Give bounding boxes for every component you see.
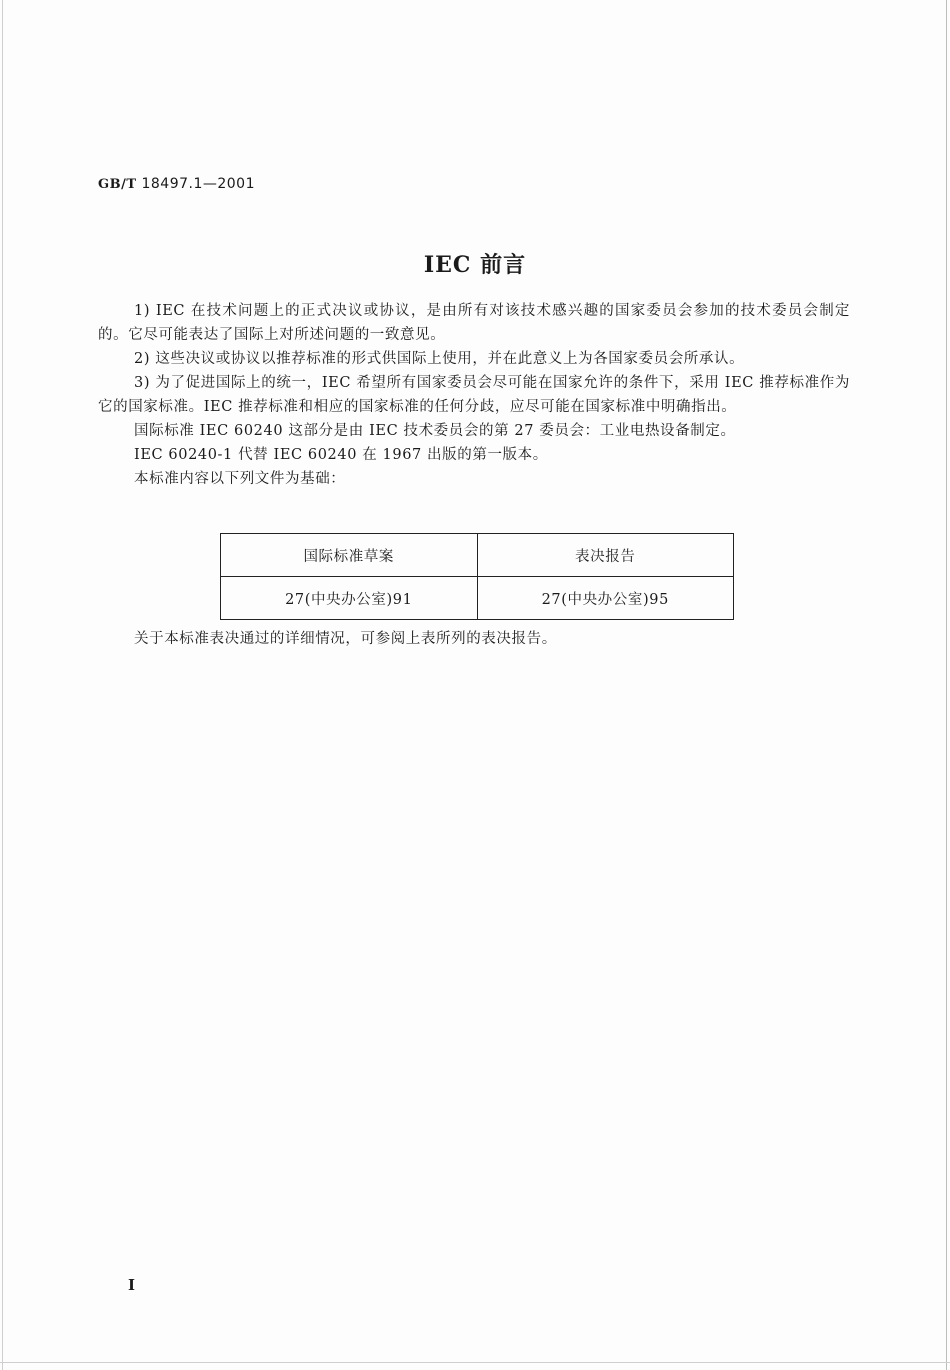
scan-edge-right [946,0,947,1370]
body-paragraphs-1 [98,299,850,491]
table-header-row [221,534,734,577]
page-title: IEC 前言 [423,252,527,278]
closing-paragraph: 关于本标准表决通过的详细情况，可参阅上表所列的表决报告。 [134,631,557,647]
table-cell-draft: 27(中央办公室)91 [221,577,478,620]
paragraph-2: 2) 这些决议或协议以推荐标准的形式供国际上使用，并在此意义上为各国家委员会所承认。 [134,351,745,367]
paragraph-5: IEC 60240-1 代替 IEC 60240 在 1967 出版的第一版本。 [134,447,548,463]
standard-prefix: GB/T [98,177,137,192]
standard-code [98,176,255,192]
table-header-report: 表决报告 [477,534,734,577]
table-header-draft: 国际标准草案 [221,534,478,577]
scan-edge-left [2,0,3,1370]
paragraph-6: 本标准内容以下列文件为基础： [134,471,346,487]
scan-edge-bottom [0,1362,950,1363]
page-number: I [128,1276,136,1294]
paragraph-1: 1) IEC 在技术问题上的正式决议或协议，是由所有对该技术感兴趣的国家委员会参加的技术委员会制定的。它尽可能表达了国际上对所述问题的一致意见。 [98,303,850,343]
table-row [221,577,734,620]
table-cell-report: 27(中央办公室)95 [477,577,734,620]
standard-number: 18497.1—2001 [141,176,255,192]
paragraph-3: 3) 为了促进国际上的统一，IEC 希望所有国家委员会尽可能在国家允许的条件下，采用 IEC 推荐标准作为它的国家标准。IEC 推荐标准和相应的国家标准的任何分歧，应尽可能在国家标准中明确指出。 [98,375,850,415]
closing-block [98,627,850,651]
ballot-table [220,533,734,620]
paragraph-4: 国际标准 IEC 60240 这部分是由 IEC 技术委员会的第 27 委员会：工业电热设备制定。 [134,423,736,439]
